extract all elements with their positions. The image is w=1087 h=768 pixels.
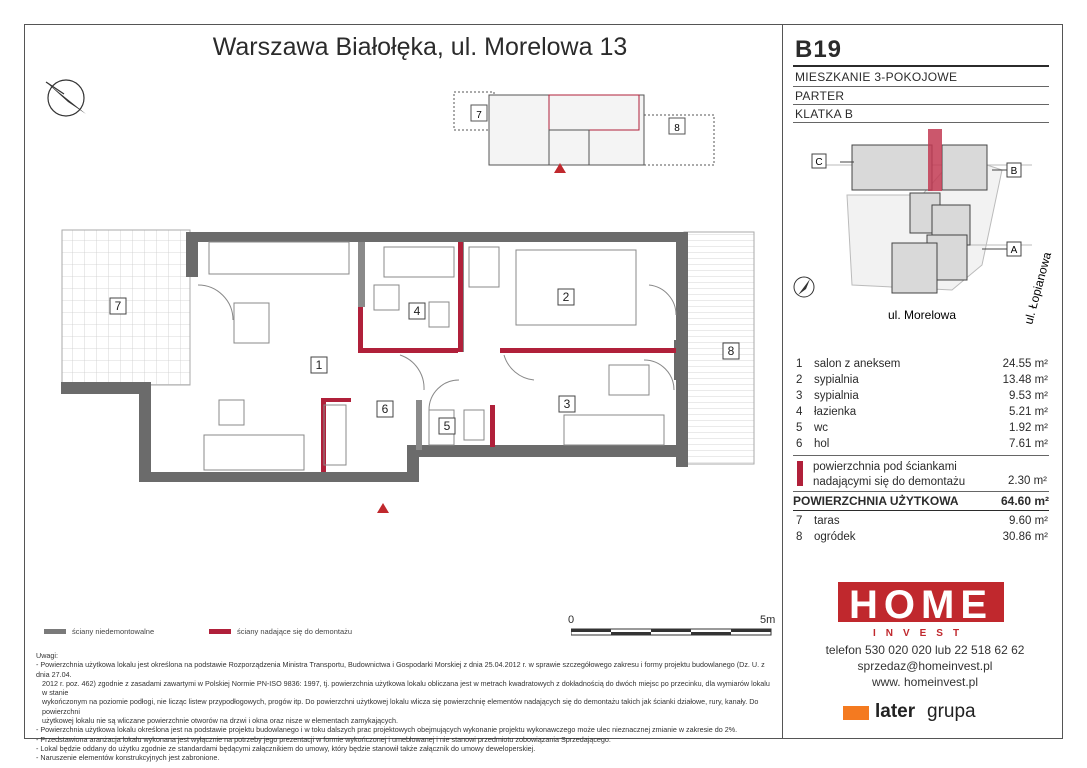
outdoor-row: 8 ogródek 30.86 m² <box>796 531 1048 543</box>
table-rule <box>793 455 1049 456</box>
note-line: - Powierzchnia użytkowa lokalu określona jest na podstawie projektu budowlanego i w toku dalszych prac projektowych obejmujących wykonanie projektu wykonawczego może ulec nieznacznej zmianie w zakresie do 2%. <box>36 725 738 735</box>
outdoor-list <box>796 515 1048 547</box>
legend-removable-swatch <box>209 629 231 634</box>
note-line: - Przedstawiona aranżacja lokalu wykonana jest wyłącznie na potrzeby jego prezentacji w formie wykończonej i umeblowanej i nie stanowi przedmiotu zobowiązania Sprzedającego. <box>36 734 611 744</box>
site-label-a: A <box>1010 245 1018 256</box>
meta-rule <box>793 122 1049 123</box>
key-label-8: 8 <box>674 123 680 134</box>
scale-start: 0 <box>568 614 575 626</box>
room-list <box>796 358 1048 454</box>
meta-rule <box>793 86 1049 87</box>
contact-phone: telefon 530 020 020 lub 22 518 62 62 <box>825 643 1025 657</box>
column-divider <box>782 24 783 739</box>
site-plan <box>792 125 1054 335</box>
removable-wall-swatch <box>797 461 803 486</box>
note-line: wykończonym na poziomie podłogi, nie licząc listew przypodłogowych, progów itp. Do powierzchni użytkowej lokalu wlicza się powierzchnię elementów nadających się do demontażu takich jak ścianki działowe, rury, kanały. Do powierzchni <box>42 697 759 716</box>
site-label-c: C <box>815 157 823 168</box>
contact-email[interactable]: sprzedaz@homeinvest.pl <box>857 659 993 673</box>
room-label-5: 5 <box>443 419 451 433</box>
room-row: 5 wc 1.92 m² <box>796 422 1048 434</box>
entrance-marker-icon <box>377 503 389 513</box>
contact-web[interactable]: www. homeinvest.pl <box>871 675 979 689</box>
svg-text:INVEST: INVEST <box>872 628 970 639</box>
floor-plan <box>24 60 782 540</box>
note-line: - Lokal będzie oddany do użytku zgodnie ze standardami będącymi załącznikiem do umowy, który będzie stanowił także załącznik do umowy deweloperskiej. <box>36 743 536 753</box>
svg-text:HOME: HOME <box>849 583 993 627</box>
scale-bar <box>571 627 776 637</box>
room-row: 4 łazienka 5.21 m² <box>796 406 1048 418</box>
legend-fixed-swatch <box>44 629 66 634</box>
meta-rule <box>793 104 1049 105</box>
site-compass-icon <box>794 277 814 297</box>
note-line: użytkowej lokalu nie są wliczane powierzchnie otworów na drzwi i okna oraz nisze w elementach zamykających. <box>42 716 398 726</box>
outdoor-row: 7 taras 9.60 m² <box>796 515 1048 527</box>
table-rule <box>793 491 1049 492</box>
notes-heading: Uwagi: <box>36 651 58 660</box>
unit-code: B19 <box>795 36 843 63</box>
unit-code-rule <box>793 65 1049 67</box>
room-label-1: 1 <box>315 358 323 372</box>
notes <box>36 651 776 763</box>
key-label-7: 7 <box>476 110 482 121</box>
unit-highlight <box>928 129 942 191</box>
room-label-8: 8 <box>727 344 735 358</box>
demolition-label: powierzchnia pod ściankami nadającymi się do demontażu <box>813 461 966 488</box>
page-title: Warszawa Białołęka, ul. Morelowa 13 <box>212 33 628 61</box>
home-invest-logo <box>836 580 1006 640</box>
site-label-b: B <box>1010 166 1018 177</box>
street-lopianowa: ul. Łopianowa <box>1021 250 1054 326</box>
compass-icon <box>46 80 86 116</box>
legend-fixed-label: ściany niedemontowalne <box>72 627 155 636</box>
demolition-area: 2.30 m² <box>1008 475 1047 487</box>
garden-8 <box>684 232 754 464</box>
room-row: 1 salon z aneksem 24.55 m² <box>796 358 1048 370</box>
table-rule <box>793 510 1049 511</box>
unit-type: MIESZKANIE 3-POKOJOWE <box>795 70 958 84</box>
total-label: POWIERZCHNIA UŻYTKOWA <box>793 494 959 508</box>
note-line: - Naruszenie elementów konstrukcyjnych jest zabronione. <box>36 753 220 763</box>
room-label-3: 3 <box>563 397 571 411</box>
unit-floor: PARTER <box>795 89 845 103</box>
total-area: 64.60 m² <box>1000 494 1049 508</box>
street-morelowa: ul. Morelowa <box>887 308 957 322</box>
scale-end: 5m <box>760 614 776 626</box>
furniture <box>204 242 664 470</box>
room-label-7: 7 <box>114 299 122 313</box>
room-row: 2 sypialnia 13.48 m² <box>796 374 1048 386</box>
later-grupa-mark <box>843 706 869 720</box>
doors <box>198 285 676 410</box>
room-label-6: 6 <box>381 402 389 416</box>
unit-stair: KLATKA B <box>795 107 854 121</box>
room-label-2: 2 <box>562 290 570 304</box>
note-line: 2012 r. poz. 462) zgodnie z zasadami zawartymi w Polskiej Normie PN-ISO 9836: 1997, tj. powierzchnia użytkowa lokalu obliczana jest w metrach kwadratowych z dokładnością do dwóch miejsc po przecinku, dla wymiarów lokalu w stanie <box>42 678 770 698</box>
room-row: 6 hol 7.61 m² <box>796 438 1048 450</box>
legend-removable-label: ściany nadające się do demontażu <box>237 627 353 636</box>
room-label-4: 4 <box>413 304 421 318</box>
total-area-row <box>793 494 1049 508</box>
room-row: 3 sypialnia 9.53 m² <box>796 390 1048 402</box>
note-line: - Powierzchnia użytkowa lokalu jest określona na podstawie Rozporządzenia Ministra Transportu, Budownictwa i Gospodarki Morskiej z dnia 25.04.2012 r. w sprawie szczegółowego zakresu i formy projektu budowlanego (Dz. U. z dnia 27.04. <box>36 660 765 679</box>
